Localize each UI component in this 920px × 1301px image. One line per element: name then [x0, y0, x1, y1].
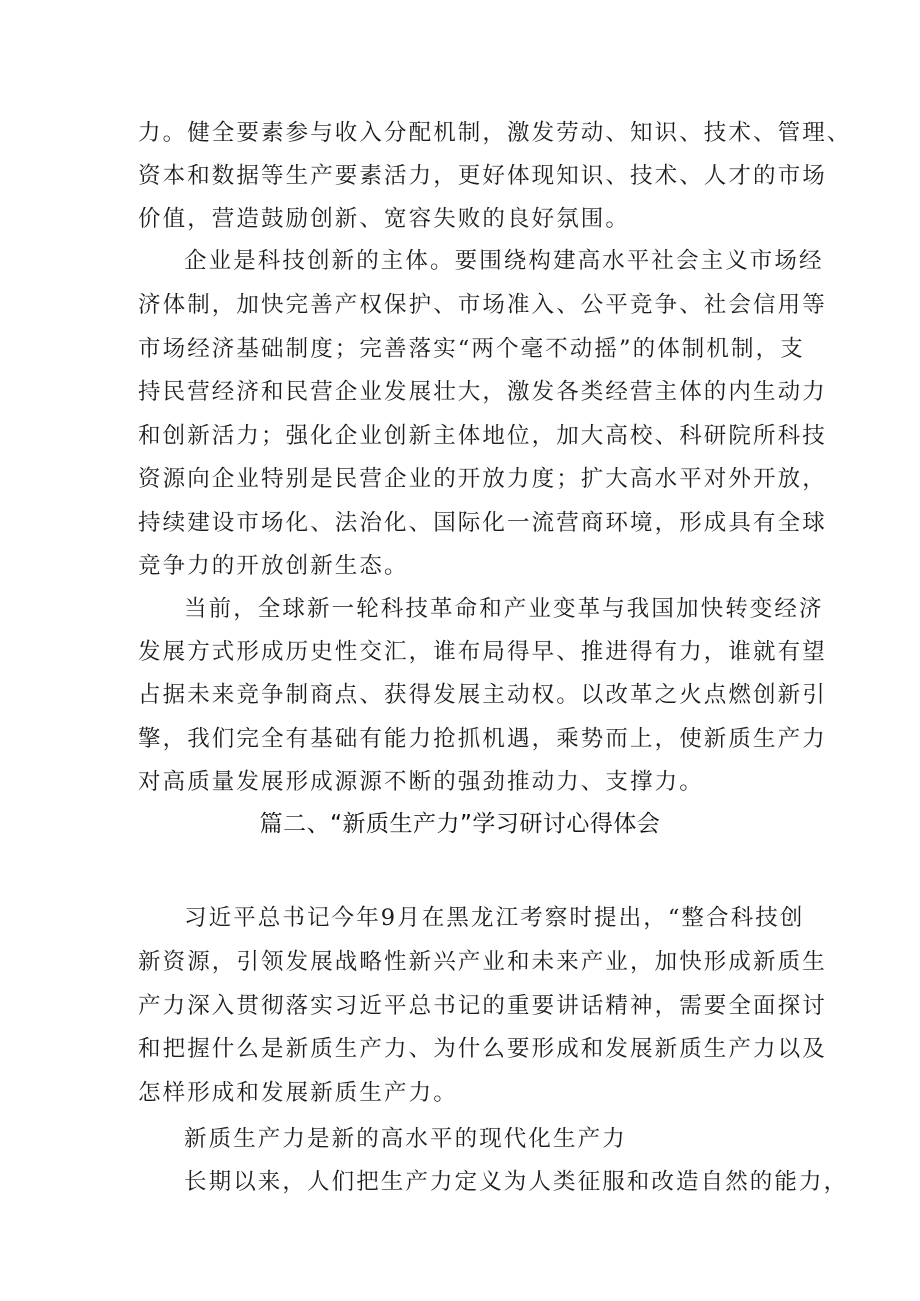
- text-line: 和把握什么是新质生产力、为什么要形成和发展新质生产力以及: [138, 1036, 827, 1062]
- text-line: 产力深入贯彻落实习近平总书记的重要讲话精神，需要全面探讨: [138, 993, 827, 1019]
- text-line: 当前，全球新一轮科技革命和产业变革与我国加快转变经济: [184, 596, 824, 622]
- section-heading: 篇二、“新质生产力”学习研讨心得体会: [259, 811, 661, 837]
- text-line: 资本和数据等生产要素活力，更好体现知识、技术、人才的市场: [138, 163, 827, 189]
- text-line: 对高质量发展形成源源不断的强劲推动力、支撑力。: [138, 769, 704, 795]
- text-line: 擎，我们完全有基础有能力抢抓机遇，乘势而上，使新质生产力: [138, 726, 827, 752]
- text-line: 习近平总书记今年9月在黑龙江考察时提出，“整合科技创: [184, 905, 805, 931]
- text-line: 力。健全要素参与收入分配机制，激发劳动、知识、技术、管理、: [138, 120, 852, 146]
- text-line: 发展方式形成历史性交汇，谁布局得早、推进得有力，谁就有望: [138, 639, 827, 665]
- text-line: 市场经济基础制度；完善落实“两个毫不动摇”的体制机制，支: [138, 336, 805, 362]
- text-line: 价值，营造鼓励创新、宽容失败的良好氛围。: [138, 206, 631, 232]
- text-line: 资源向企业特别是民营企业的开放力度；扩大高水平对外开放，: [138, 466, 827, 492]
- text-line: 怎样形成和发展新质生产力。: [138, 1080, 458, 1106]
- text-line: 持民营经济和民营企业发展壮大，激发各类经营主体的内生动力: [138, 379, 827, 405]
- text-line: 济体制，加快完善产权保护、市场准入、公平竞争、社会信用等: [138, 292, 827, 318]
- text-line: 竞争力的开放创新生态。: [138, 553, 409, 579]
- text-line: 新资源，引领发展战略性新兴产业和未来产业，加快形成新质生: [138, 949, 827, 975]
- text-line: 长期以来，人们把生产力定义为人类征服和改造自然的能力，: [184, 1169, 849, 1195]
- text-line: 企业是科技创新的主体。要围绕构建高水平社会主义市场经: [184, 248, 824, 274]
- subheading-line: 新质生产力是新的高水平的现代化生产力: [184, 1126, 627, 1152]
- text-line: 占据未来竞争制商点、获得发展主动权。以改革之火点燃创新引: [138, 682, 827, 708]
- text-line: 和创新活力；强化企业创新主体地位，加大高校、科研院所科技: [138, 423, 827, 449]
- text-line: 持续建设市场化、法治化、国际化一流营商环境，形成具有全球: [138, 510, 827, 536]
